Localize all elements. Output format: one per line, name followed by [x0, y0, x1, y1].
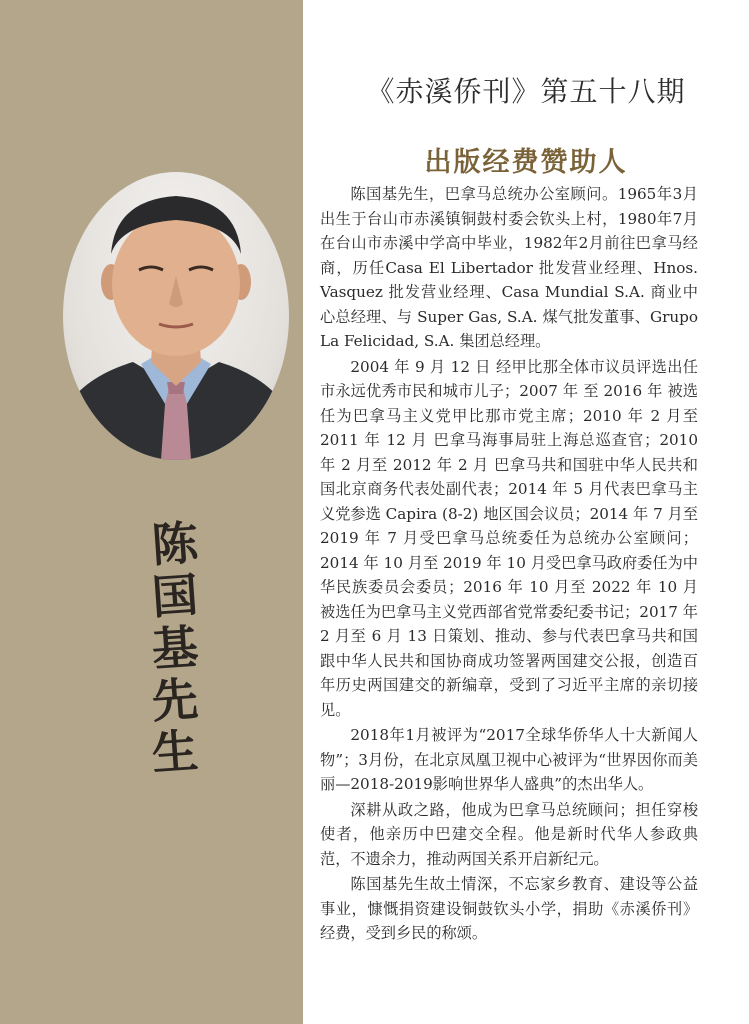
article-paragraph: 深耕从政之路，他成为巴拿马总统顾问；担任穿梭使者，他亲历中巴建交全程。他是新时代华人参政典范，不遗余力，推动两国关系开启新纪元。: [320, 800, 698, 868]
name-char: 先: [150, 671, 200, 729]
vertical-name: [140, 515, 210, 781]
name-char: 生: [150, 723, 200, 781]
sidebar-panel: [0, 0, 303, 1024]
article-paragraph: 2018年1月被评为“2017全球华侨华人十大新闻人物”；3月份，在北京凤凰卫视中心被评为“世界因你而美丽—2018-2019影响世界华人盛典”的杰出华人。: [320, 726, 698, 793]
portrait-illustration: [63, 172, 289, 460]
portrait-photo: [63, 172, 289, 460]
article-paragraph: 陈国基先生故土情深，不忘家乡教育、建设等公益事业，慷慨捐资建设铜鼓钦头小学，捐助《赤溪侨刊》经费，受到乡民的称颂。: [320, 875, 698, 942]
page-subtitle: 出版经费赞助人: [424, 147, 628, 178]
name-char: 陈: [150, 515, 200, 573]
article-body: [320, 182, 698, 947]
name-char: 国: [150, 567, 200, 625]
article-paragraph: 陈国基先生，巴拿马总统办公室顾问。1965年3月出生于台山市赤溪镇铜鼓村委会钦头上村，1980年7月在台山市赤溪中学高中毕业，1982年2月前往巴拿马经商，历任Casa El Libertador 批发营业经理、Hnos. Vasquez 批发营业经理、Casa Mundial S.A. 商业中心总经理、与 Super Gas, S.A. 煤气批发董事、Grupo La Felicidad, S.A. 集团总经理。: [320, 185, 698, 350]
article-paragraph: 2004 年 9 月 12 日 经甲比那全体市议员评选出任市永远优秀市民和城市儿子；2007 年 至 2016 年 被选任为巴拿马主义党甲比那市党主席；2010 年 2 月至 2011 年 12 月 巴拿马海事局驻上海总巡查官；2010 年 2 月至 2012 年 2 月 巴拿马共和国驻中华人民共和国北京商务代表处副代表；2014 年 5 月代表巴拿马主义党参选 Capira (8-2) 地区国会议员；2014 年 7 月至 2019 年 7 月受巴拿马总统委任为总统办公室顾问；2014 年 10 月至 2019 年 10 月受巴拿马政府委任为中华民族委员会委员；2016 年 10 月至 2022 年 10 月 被选任为巴拿马主义党西部省党常委纪委书记；2017 年 2 月至 6 月 13 日策划、推动、参与代表巴拿马共和国跟中华人民共和国协商成功签署两国建交公报，创造百年历史两国建交的新编章，受到了习近平主席的亲切接见。: [320, 357, 698, 719]
name-char: 基: [150, 619, 200, 677]
page-title: 《赤溪侨刊》第五十八期: [366, 75, 686, 108]
